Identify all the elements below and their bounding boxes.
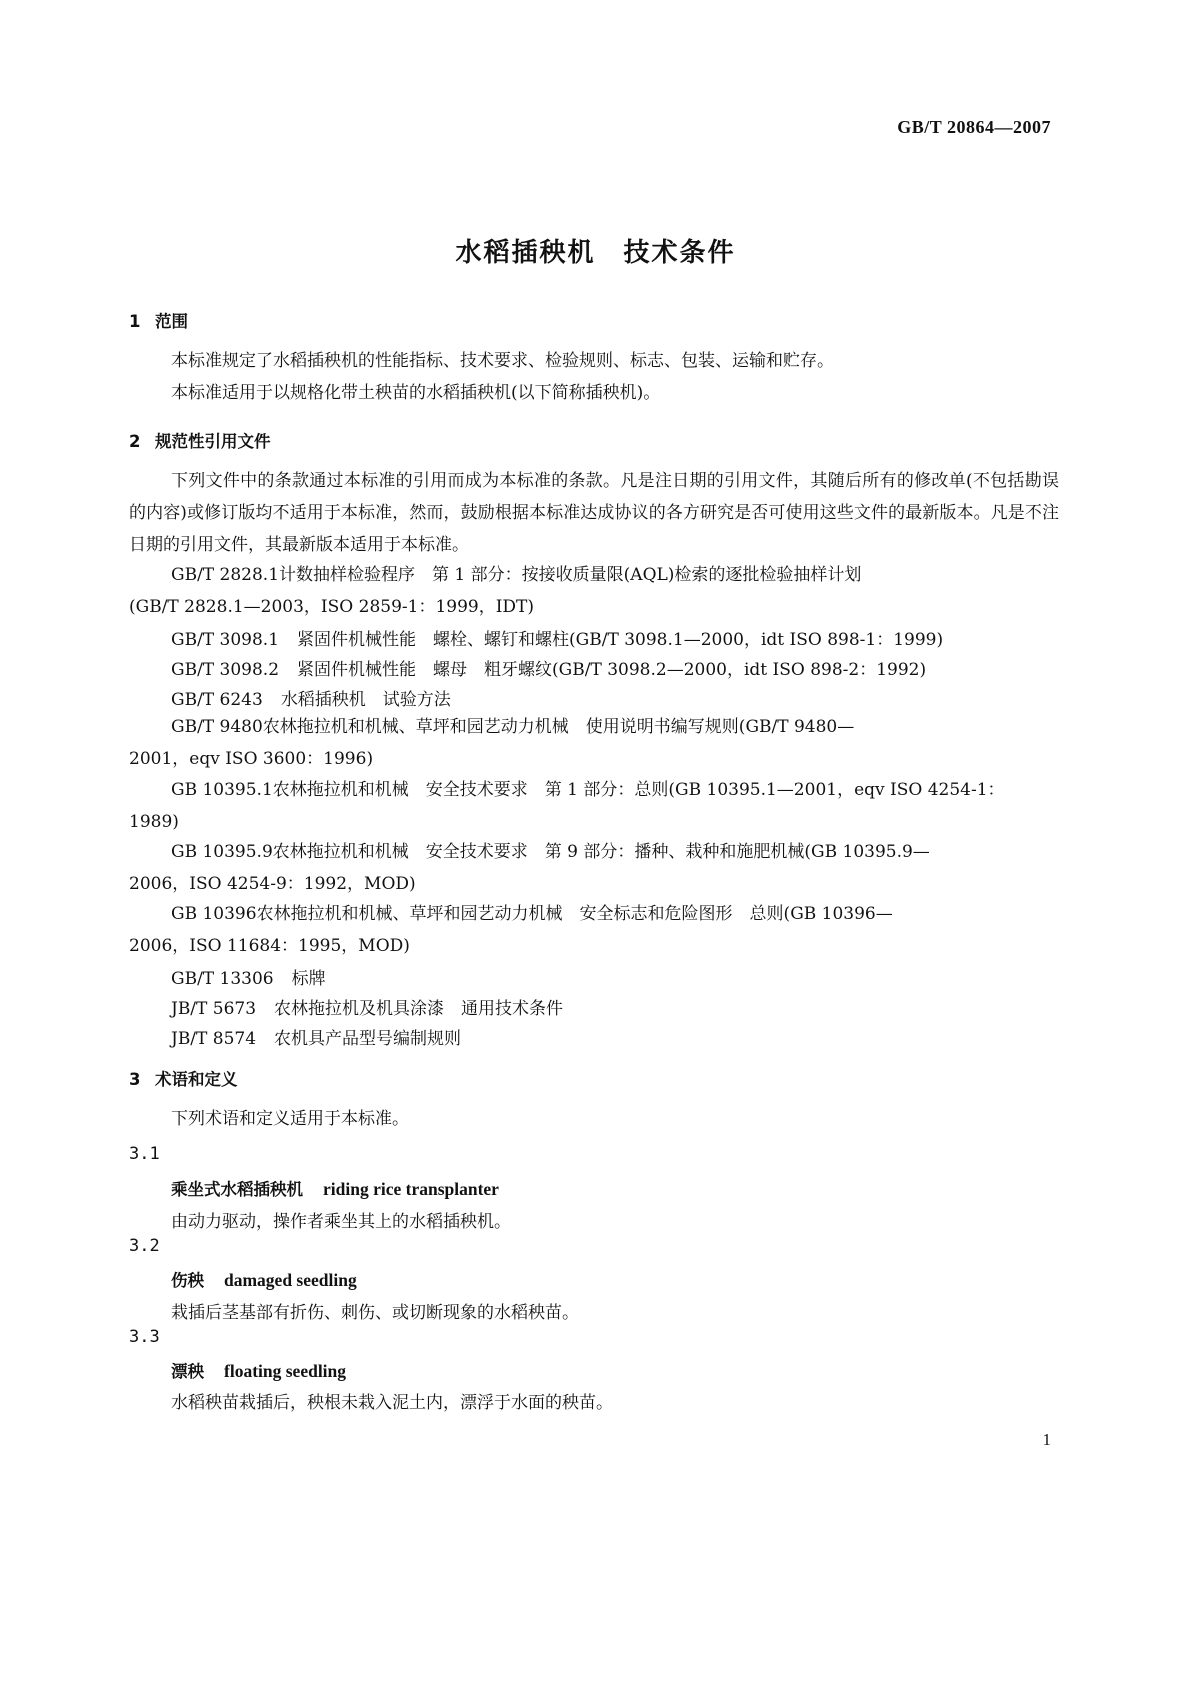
- reference-text: 农林拖拉机和机械 安全技术要求 第 1 部分：总则(GB 10395.1—2001，eqv ISO 4254-1：: [272, 780, 1005, 800]
- section-1-paragraph-2: 本标准适用于以规格化带土秧苗的水稻插秧机(以下简称插秧机)。: [171, 383, 661, 403]
- reference-code: GB 10395.9: [171, 842, 273, 862]
- reference-code: JB/T 8574: [171, 1029, 257, 1049]
- term-zh: 乘坐式水稻插秧机: [171, 1180, 303, 1199]
- section-title: 术语和定义: [155, 1070, 238, 1089]
- section-number: 2: [129, 432, 141, 451]
- reference-text: 计数抽样检验程序 第 1 部分：按接收质量限(AQL)检索的逐批检验抽样计划: [279, 565, 862, 585]
- term-en: riding rice transplanter: [323, 1179, 499, 1199]
- reference-item: [171, 655, 926, 680]
- term-zh: 漂秧: [171, 1362, 204, 1381]
- term-number: 3.3: [129, 1327, 160, 1347]
- section-number: 3: [129, 1070, 141, 1089]
- reference-continuation: (GB/T 2828.1—2003，ISO 2859-1：1999，IDT): [129, 597, 535, 617]
- term-en: floating seedling: [224, 1361, 347, 1381]
- reference-item: [171, 994, 563, 1019]
- reference-continuation: 2001，eqv ISO 3600：1996): [129, 749, 374, 769]
- section-2-intro: 下列文件中的条款通过本标准的引用而成为本标准的条款。凡是注日期的引用文件，其随后所有的修改单(不包括勘误的内容)或修订版均不适用于本标准，然而，鼓励根据本标准达成协议的各方研究是否可使用这些文件的最新版本。凡是不注日期的引用文件，其最新版本适用于本标准。: [129, 471, 1059, 555]
- reference-item: [129, 774, 1059, 838]
- page-number: 1: [1042, 1430, 1051, 1449]
- term-en: damaged seedling: [224, 1270, 357, 1290]
- reference-text: 标牌: [291, 969, 326, 989]
- reference-code: GB 10395.1: [171, 780, 273, 800]
- term-number: 3.1: [129, 1144, 160, 1164]
- reference-text: 紧固件机械性能 螺母 粗牙螺纹(GB/T 3098.2—2000，idt ISO 898-2：1992): [297, 660, 927, 680]
- reference-text: 农林拖拉机及机具涂漆 通用技术条件: [274, 999, 564, 1019]
- reference-item: [171, 685, 451, 710]
- document-title: 水稻插秧机 技术条件: [455, 238, 736, 268]
- term-definition: 由动力驱动，操作者乘坐其上的水稻插秧机。: [171, 1212, 511, 1232]
- term-heading: [171, 1176, 499, 1200]
- reference-text: 农林拖拉机和机械、草坪和园艺动力机械 安全标志和危险图形 总则(GB 10396—: [256, 904, 893, 924]
- reference-item: [129, 836, 1059, 900]
- reference-item: [171, 964, 326, 989]
- reference-code: GB/T 3098.2: [171, 660, 280, 680]
- reference-code: GB/T 2828.1: [171, 565, 280, 585]
- term-definition: 水稻秧苗栽插后，秧根未栽入泥土内，漂浮于水面的秧苗。: [171, 1393, 613, 1413]
- reference-text: 农林拖拉机和机械、草坪和园艺动力机械 使用说明书编写规则(GB/T 9480—: [262, 717, 855, 737]
- term-heading: [171, 1267, 357, 1291]
- reference-text: 水稻插秧机 试验方法: [280, 690, 451, 710]
- reference-text: 紧固件机械性能 螺栓、螺钉和螺柱(GB/T 3098.1—2000，idt ISO 898-1：1999): [297, 630, 944, 650]
- reference-item: [171, 1024, 461, 1049]
- section-3-intro: 下列术语和定义适用于本标准。: [171, 1109, 409, 1129]
- term-zh: 伤秧: [171, 1271, 204, 1290]
- reference-text: 农林拖拉机和机械 安全技术要求 第 9 部分：播种、栽种和施肥机械(GB 10395.9—: [272, 842, 930, 862]
- reference-code: JB/T 5673: [171, 999, 257, 1019]
- reference-item: [129, 711, 1059, 775]
- section-title: 规范性引用文件: [155, 432, 271, 451]
- reference-continuation: 2006，ISO 4254-9：1992，MOD): [129, 874, 416, 894]
- standard-code: GB/T 20864—2007: [897, 117, 1051, 137]
- reference-code: GB/T 3098.1: [171, 630, 280, 650]
- section-1-paragraph-1: 本标准规定了水稻插秧机的性能指标、技术要求、检验规则、标志、包装、运输和贮存。: [171, 351, 834, 371]
- section-3-heading: [129, 1066, 238, 1090]
- reference-code: GB 10396: [171, 904, 257, 924]
- reference-continuation: 1989): [129, 812, 179, 832]
- section-1-heading: [129, 308, 188, 332]
- term-heading: [171, 1358, 346, 1382]
- reference-item: [171, 625, 943, 650]
- term-number: 3.2: [129, 1236, 160, 1256]
- reference-code: GB/T 6243: [171, 690, 263, 710]
- reference-code: GB/T 13306: [171, 969, 274, 989]
- section-2-heading: [129, 428, 271, 452]
- section-title: 范围: [155, 312, 188, 331]
- reference-text: 农机具产品型号编制规则: [274, 1029, 462, 1049]
- section-number: 1: [129, 312, 141, 331]
- reference-code: GB/T 9480: [171, 717, 263, 737]
- term-definition: 栽插后茎基部有折伤、刺伤、或切断现象的水稻秧苗。: [171, 1303, 579, 1323]
- reference-continuation: 2006，ISO 11684：1995，MOD): [129, 936, 410, 956]
- reference-item: [129, 898, 1059, 962]
- reference-item: [129, 559, 1059, 623]
